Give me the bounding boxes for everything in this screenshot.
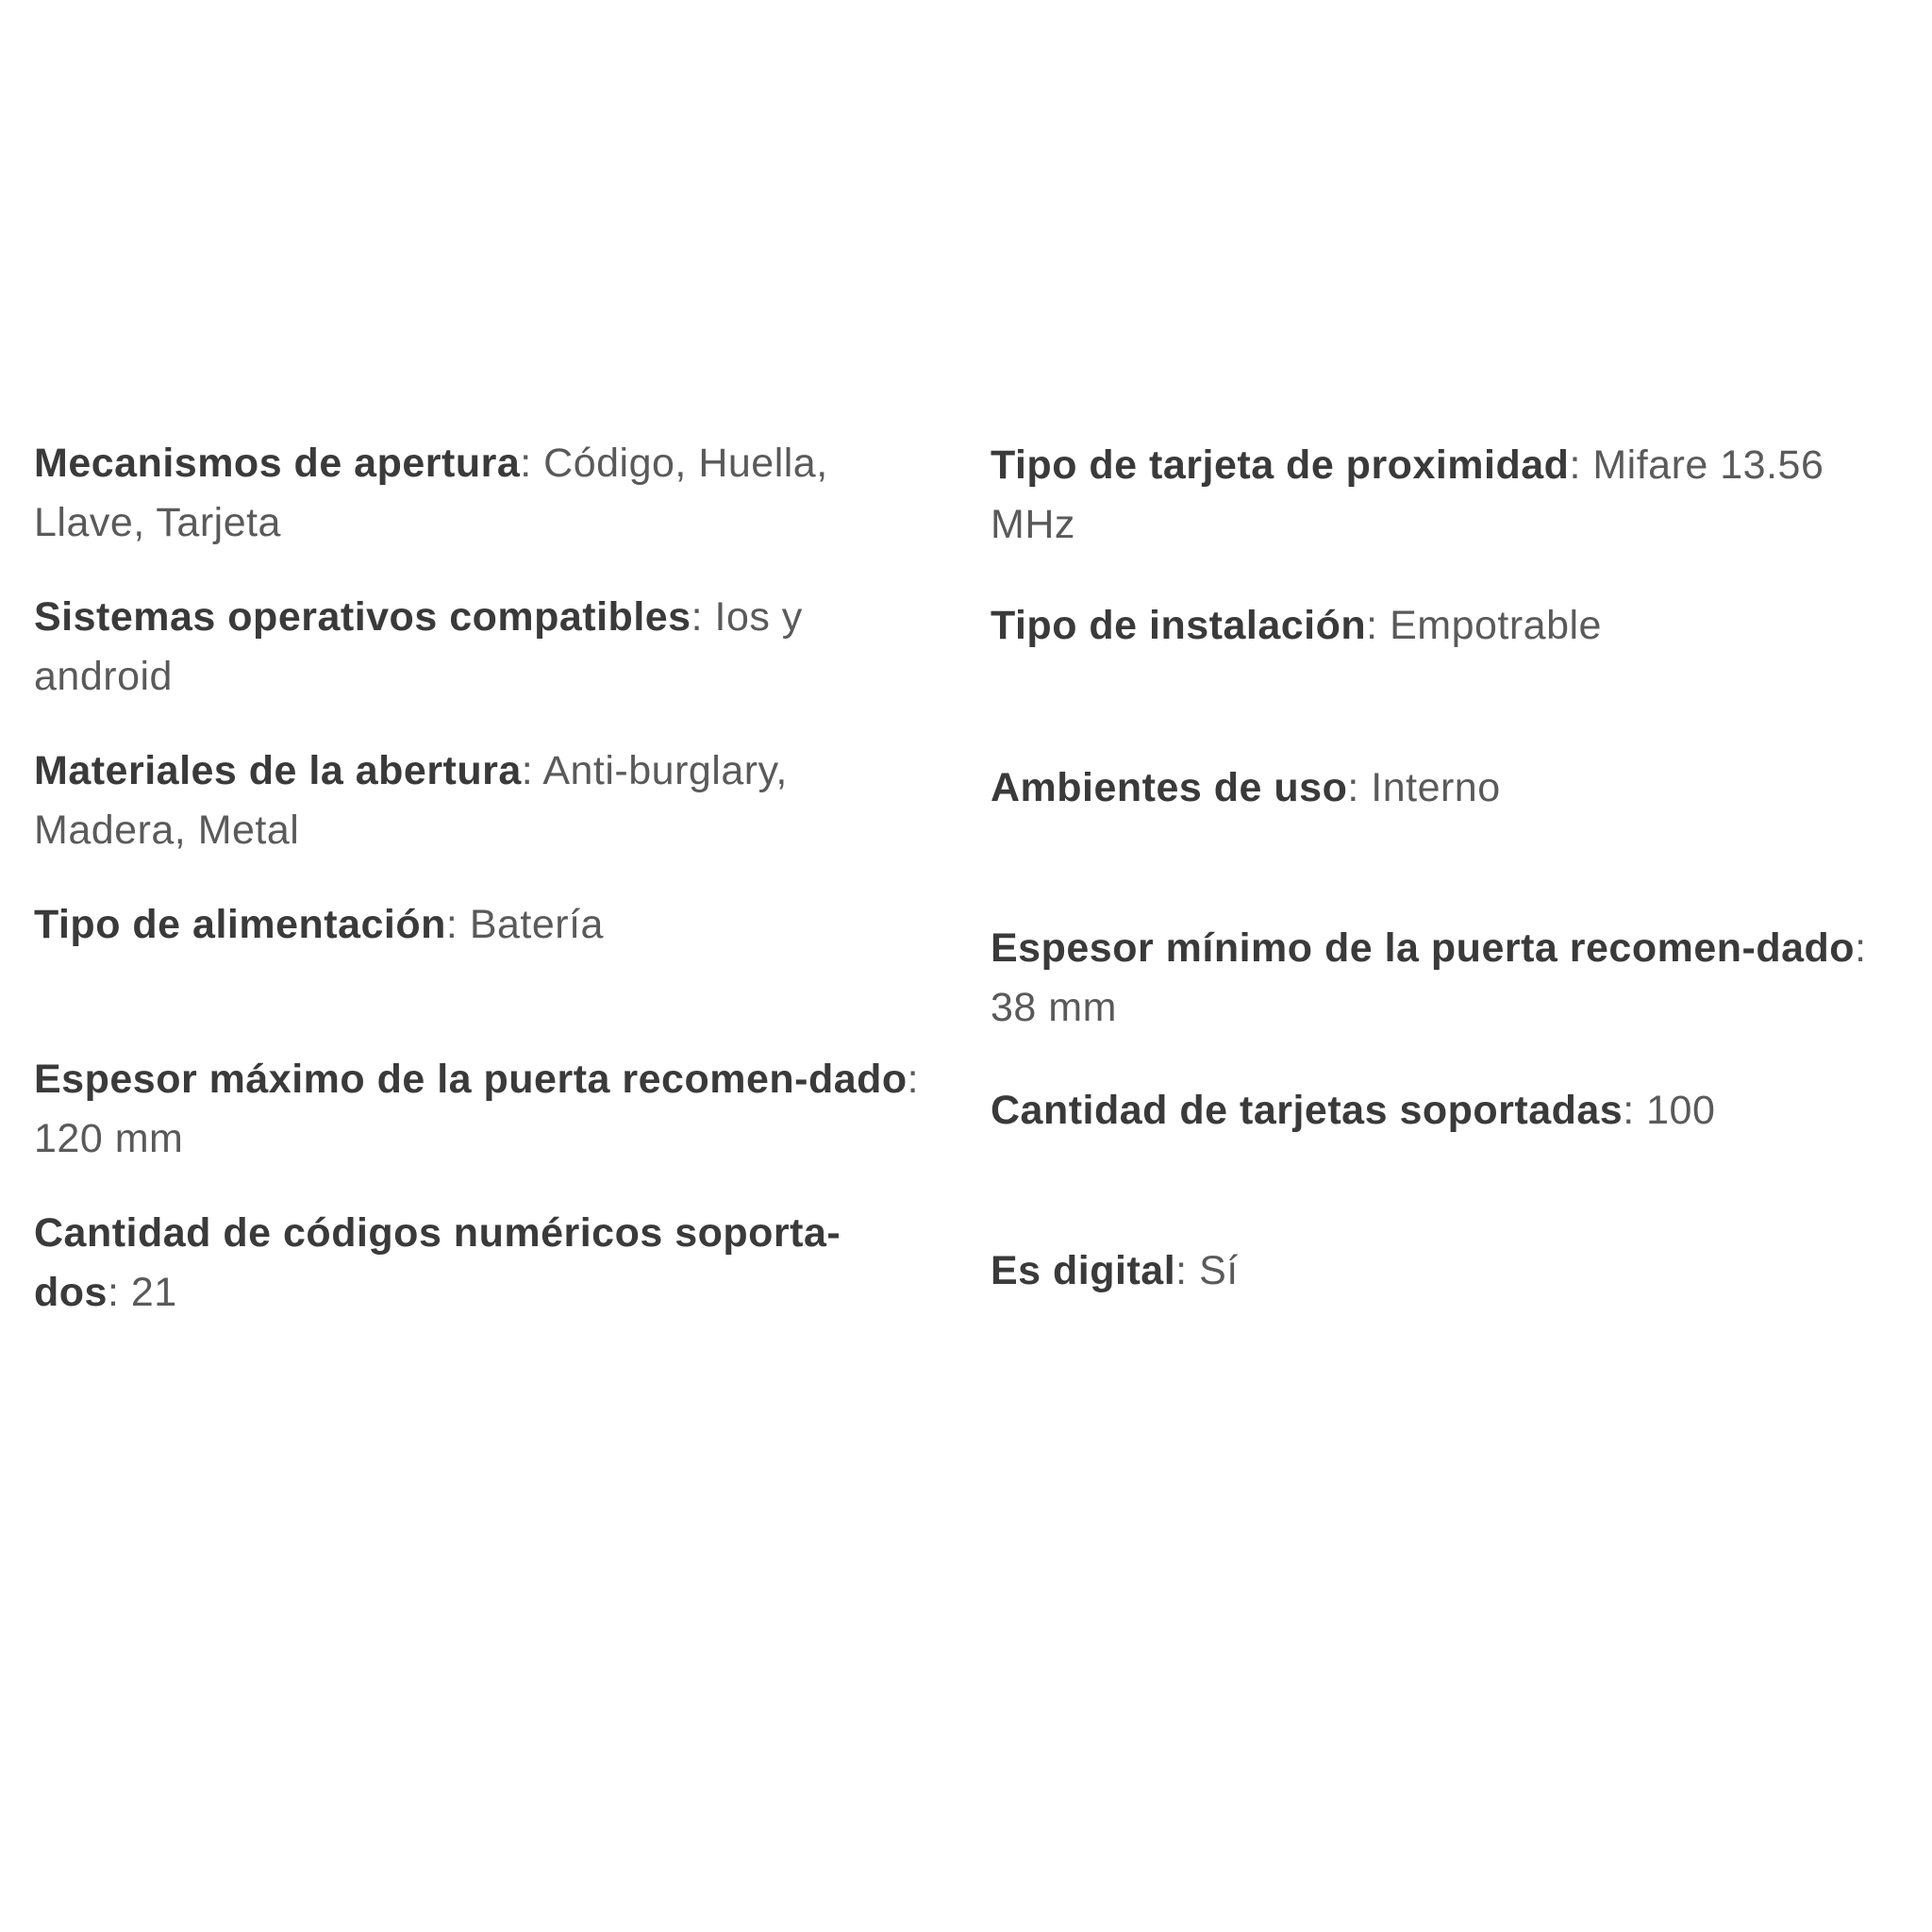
spec-value: Interno [1371, 765, 1501, 810]
spec-label: Cantidad de códigos numéricos soporta-dos [34, 1210, 841, 1315]
spec-separator: : [445, 902, 470, 947]
spec-label: Espesor mínimo de la puerta recomen-dado [991, 925, 1856, 971]
spec-separator: : [691, 594, 715, 640]
spec-label: Tipo de alimentación [34, 902, 446, 947]
spec-value: 100 [1646, 1088, 1716, 1133]
spec-value: Anti-burglary, Madera, Metal [34, 748, 788, 853]
spec-separator: : [907, 1057, 920, 1102]
spec-label: Cantidad de tarjetas soportadas [991, 1088, 1624, 1133]
spec-separator: : [520, 441, 544, 486]
spec-value: 120 mm [34, 1116, 184, 1161]
spec-cantidad-codigos [34, 1204, 921, 1323]
spec-label: Es digital [991, 1248, 1176, 1293]
spec-value: 21 [130, 1270, 177, 1315]
spec-mecanismos-apertura [34, 434, 921, 553]
spec-separator: : [1623, 1088, 1647, 1133]
spec-label: Mecanismos de apertura [34, 441, 521, 486]
spec-separator: : [1855, 925, 1867, 971]
spec-label: Materiales de la abertura [34, 748, 522, 793]
spec-es-digital [991, 1241, 1896, 1301]
spec-ambientes-uso [991, 758, 1896, 818]
spec-label: Espesor máximo de la puerta recomen-dado [34, 1057, 908, 1102]
spec-value: Sí [1199, 1248, 1239, 1293]
spec-separator: : [1347, 765, 1372, 810]
spec-cantidad-tarjetas [991, 1081, 1896, 1141]
spec-separator: : [1366, 603, 1391, 648]
spec-tipo-alimentacion [34, 895, 921, 955]
spec-materiales-abertura [34, 741, 921, 860]
spec-value: Ios y android [34, 594, 803, 699]
spec-label: Tipo de instalación [991, 603, 1367, 648]
spec-value: Mifare 13.56 MHz [991, 442, 1824, 547]
spec-separator: : [1175, 1248, 1200, 1293]
spec-tipo-instalacion [991, 596, 1896, 656]
spec-label: Ambientes de uso [991, 765, 1348, 810]
spec-label: Sistemas operativos compatibles [34, 594, 691, 640]
spec-label: Tipo de tarjeta de proximidad [991, 442, 1570, 488]
spec-espesor-maximo [34, 1050, 921, 1169]
spec-value: Código, Huella, Llave, Tarjeta [34, 441, 828, 545]
spec-separator: : [521, 748, 543, 793]
spec-value: 38 mm [991, 985, 1117, 1030]
spec-separator: : [1569, 442, 1593, 488]
spec-separator: : [107, 1270, 131, 1315]
spec-espesor-minimo [991, 919, 1896, 1038]
spec-value: Batería [469, 902, 604, 947]
spec-value: Empotrable [1390, 603, 1602, 648]
spec-tipo-tarjeta-proximidad [991, 436, 1896, 555]
spec-sistemas-operativos [34, 588, 921, 707]
